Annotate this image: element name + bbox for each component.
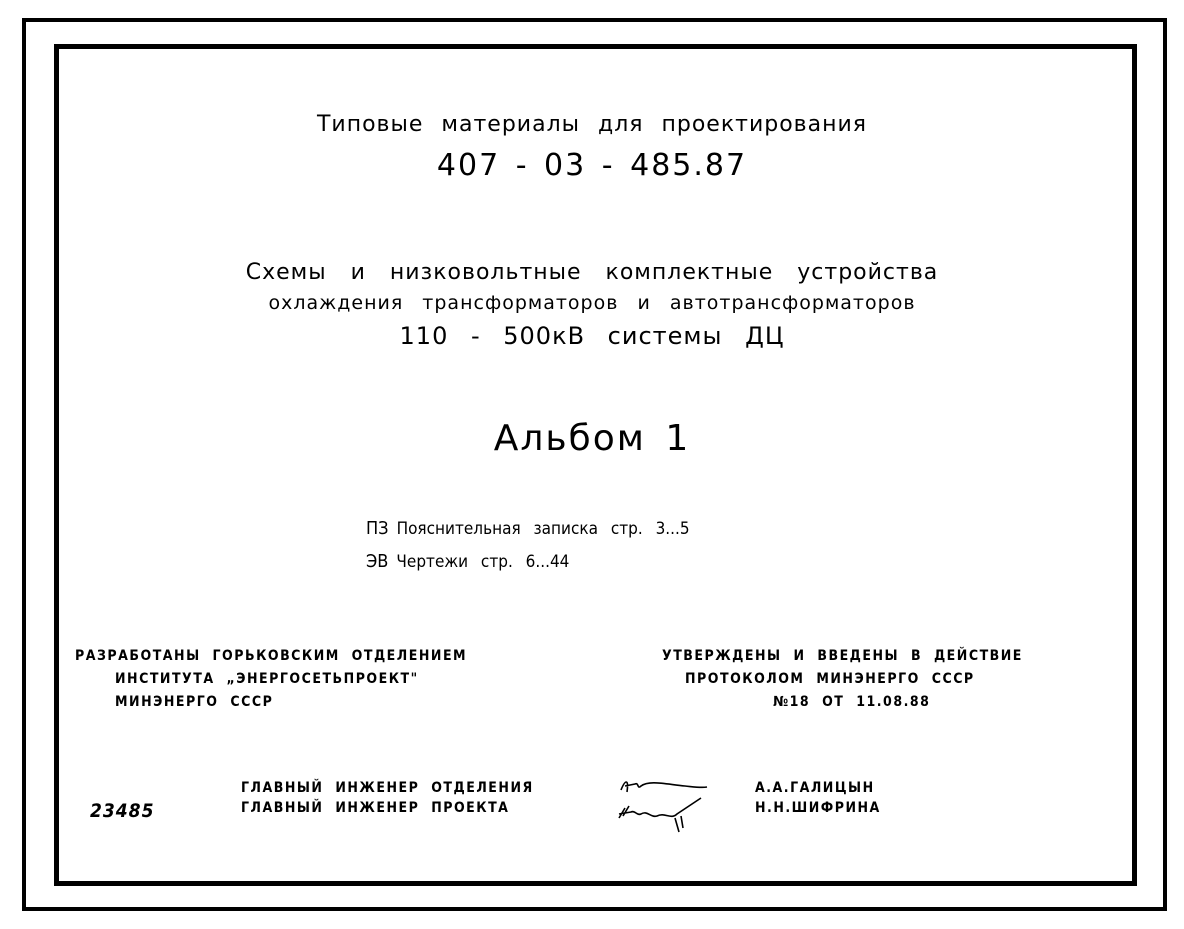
contents-text: Чертежи стр. 6...44 bbox=[396, 552, 570, 572]
developer-line-1: РАЗРАБОТАНЫ ГОРЬКОВСКИМ ОТДЕЛЕНИЕМ bbox=[75, 648, 468, 664]
developer-line-2: ИНСТИТУТА „ЭНЕРГОСЕТЬПРОЕКТ" bbox=[115, 671, 419, 687]
contents-text: Пояснительная записка стр. 3...5 bbox=[396, 519, 690, 539]
contents-item bbox=[366, 551, 569, 572]
contents-code: ЭВ bbox=[366, 551, 389, 572]
document-title-line-2: охлаждения трансформаторов и автотрансформаторов bbox=[268, 292, 916, 314]
document-title-line-3: 110 - 500кВ системы ДЦ bbox=[399, 322, 785, 350]
signatory-name: А.А.ГАЛИЦЫН bbox=[755, 780, 875, 796]
signatory-name: Н.Н.ШИФРИНА bbox=[755, 800, 881, 816]
approval-line-1: УТВЕРЖДЕНЫ И ВВЕДЕНЫ В ДЕЙСТВИЕ bbox=[662, 648, 1023, 664]
developer-line-3: МИНЭНЕРГО СССР bbox=[115, 694, 274, 710]
series-number: 407 - 03 - 485.87 bbox=[436, 148, 748, 183]
series-title: Типовые материалы для проектирования bbox=[316, 112, 868, 137]
handwritten-signatures bbox=[615, 770, 725, 840]
contents-code: ПЗ bbox=[366, 518, 389, 539]
contents-item bbox=[366, 518, 690, 539]
approval-line-3: №18 ОТ 11.08.88 bbox=[773, 694, 931, 710]
signatory-position: ГЛАВНЫЙ ИНЖЕНЕР ОТДЕЛЕНИЯ bbox=[241, 780, 534, 796]
album-title: Альбом 1 bbox=[493, 418, 691, 459]
inventory-number: 23485 bbox=[90, 800, 155, 822]
signatory-position: ГЛАВНЫЙ ИНЖЕНЕР ПРОЕКТА bbox=[241, 800, 510, 816]
document-title-line-1: Схемы и низковольтные комплектные устройства bbox=[245, 260, 939, 285]
approval-line-2: ПРОТОКОЛОМ МИНЭНЕРГО СССР bbox=[685, 671, 975, 687]
